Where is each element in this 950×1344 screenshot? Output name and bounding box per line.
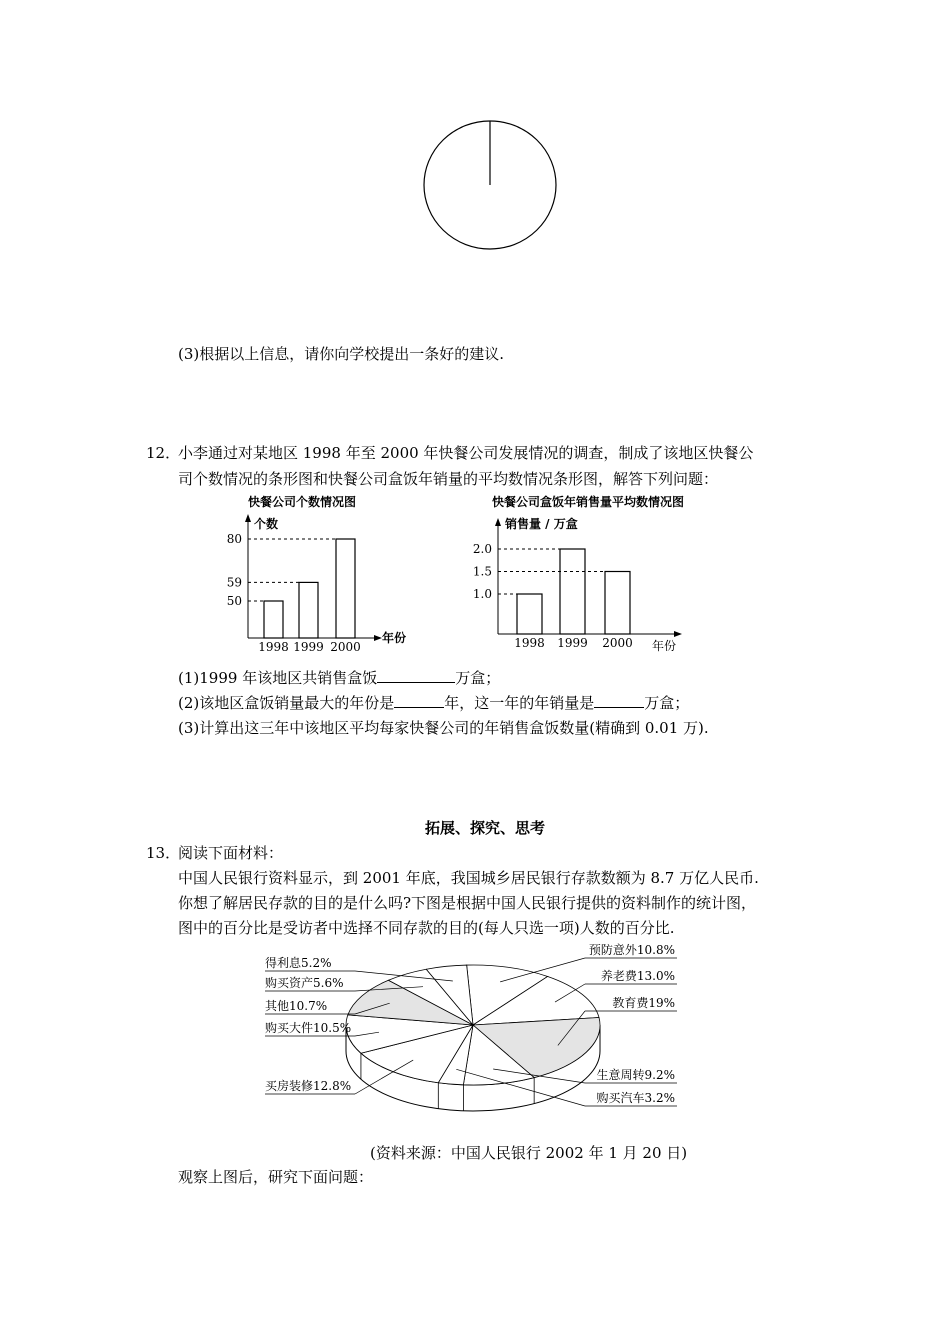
chart2-bar-1999 — [560, 549, 585, 634]
chart1-ytick-50: 50 — [226, 594, 242, 608]
pie-label-生意周转: 生意周转9.2% — [596, 1068, 675, 1082]
pie-label-购买汽车: 购买汽车3.2% — [596, 1091, 675, 1105]
blank-pie-circle — [420, 118, 560, 253]
chart2-ytick-1.5: 1.5 — [472, 564, 492, 579]
chart2-title: 快餐公司盒饭年销售量平均数情况图 — [492, 495, 685, 509]
chart1-bar-1999 — [299, 582, 318, 638]
sales-average-chart — [470, 492, 700, 662]
q12-line1: 小李通过对某地区 1998 年至 2000 年快餐公司发展情况的调查，制成了该地区快餐公 — [178, 444, 754, 462]
chart1-xtick-1998: 1998 — [258, 640, 289, 654]
q12-part1-prefix: (1)1999 年该地区共销售盒饭 — [178, 669, 378, 687]
chart2-bar-2000 — [605, 572, 630, 635]
q13-line0: 阅读下面材料： — [178, 844, 284, 862]
chart1-xtick-1999: 1999 — [293, 640, 324, 654]
q12-part2-b: 年，这一年的年销量是 — [444, 694, 595, 712]
answer-blank-3[interactable] — [594, 693, 644, 708]
chart2-ytick-1.0: 1.0 — [472, 587, 492, 601]
chart2-bar-1998 — [517, 594, 542, 634]
answer-blank-1[interactable] — [377, 668, 455, 683]
chart2-xtick-1999: 1999 — [557, 636, 588, 650]
chart1-xtick-2000: 2000 — [330, 640, 361, 654]
q11-part3: (3)根据以上信息，请你向学校提出一条好的建议. — [178, 345, 505, 363]
chart2-ylabel: 销售量 / 万盒 — [505, 517, 578, 531]
section-title: 拓展、探究、思考 — [425, 819, 546, 837]
pie-label-其他: 其他10.7% — [265, 999, 328, 1013]
q12-part2-a: (2)该地区盒饭销量最大的年份是 — [178, 694, 395, 712]
chart1-bar-2000 — [336, 539, 355, 638]
pie-label-购买资产: 购买资产5.6% — [265, 976, 344, 990]
q12-part2-c: 万盒； — [644, 694, 690, 712]
q13-number: 13． — [146, 844, 181, 862]
chart1-ytick-59: 59 — [226, 575, 242, 590]
chart2-xlabel: 年份 — [652, 639, 677, 653]
pie-label-买房装修: 买房装修12.8% — [265, 1079, 352, 1093]
chart1-bar-1998 — [264, 601, 283, 638]
chart2-xtick-1998: 1998 — [514, 636, 545, 650]
savings-pie-chart — [255, 940, 695, 1120]
chart1-xlabel: 年份 — [382, 631, 407, 645]
chart1-ytick-80: 80 — [226, 532, 242, 546]
q12-part1-suffix: 万盒； — [455, 669, 501, 687]
pie-label-教育费: 教育费19% — [612, 996, 675, 1010]
pie-label-购买大件: 购买大件10.5% — [265, 1021, 352, 1035]
pie-label-预防意外: 预防意外10.8% — [588, 943, 675, 957]
q13-source: (资料来源：中国人民银行 2002 年 1 月 20 日) — [370, 1144, 688, 1162]
chart1-ylabel: 个数 — [254, 517, 279, 531]
chart1-title: 快餐公司个数情况图 — [248, 495, 357, 509]
q12-part2 — [178, 693, 689, 713]
q12-number: 12． — [146, 444, 181, 462]
pie-label-养老费: 养老费13.0% — [600, 969, 675, 983]
q13-line3: 图中的百分比是受访者中选择不同存款的目的(每人只选一项)人数的百分比. — [178, 919, 675, 937]
q13-line1: 中国人民银行资料显示，到 2001 年底，我国城乡居民银行存款数额为 8.7 万亿人民币. — [178, 869, 759, 887]
answer-blank-2[interactable] — [394, 693, 444, 708]
q12-part1 — [178, 668, 500, 688]
q13-line4: 观察上图后，研究下面问题： — [178, 1168, 374, 1186]
chart2-xtick-2000: 2000 — [602, 636, 633, 650]
pie-label-得利息: 得利息5.2% — [265, 956, 332, 970]
q13-line2: 你想了解居民存款的目的是什么吗?下图是根据中国人民银行提供的资料制作的统计图， — [178, 894, 757, 912]
q12-part3: (3)计算出这三年中该地区平均每家快餐公司的年销售盒饭数量(精确到 0.01 万). — [178, 719, 709, 737]
chart2-ytick-2.0: 2.0 — [472, 542, 492, 556]
company-count-chart — [220, 492, 420, 662]
q12-line2: 司个数情况的条形图和快餐公司盒饭年销量的平均数情况条形图，解答下列问题： — [178, 470, 719, 488]
